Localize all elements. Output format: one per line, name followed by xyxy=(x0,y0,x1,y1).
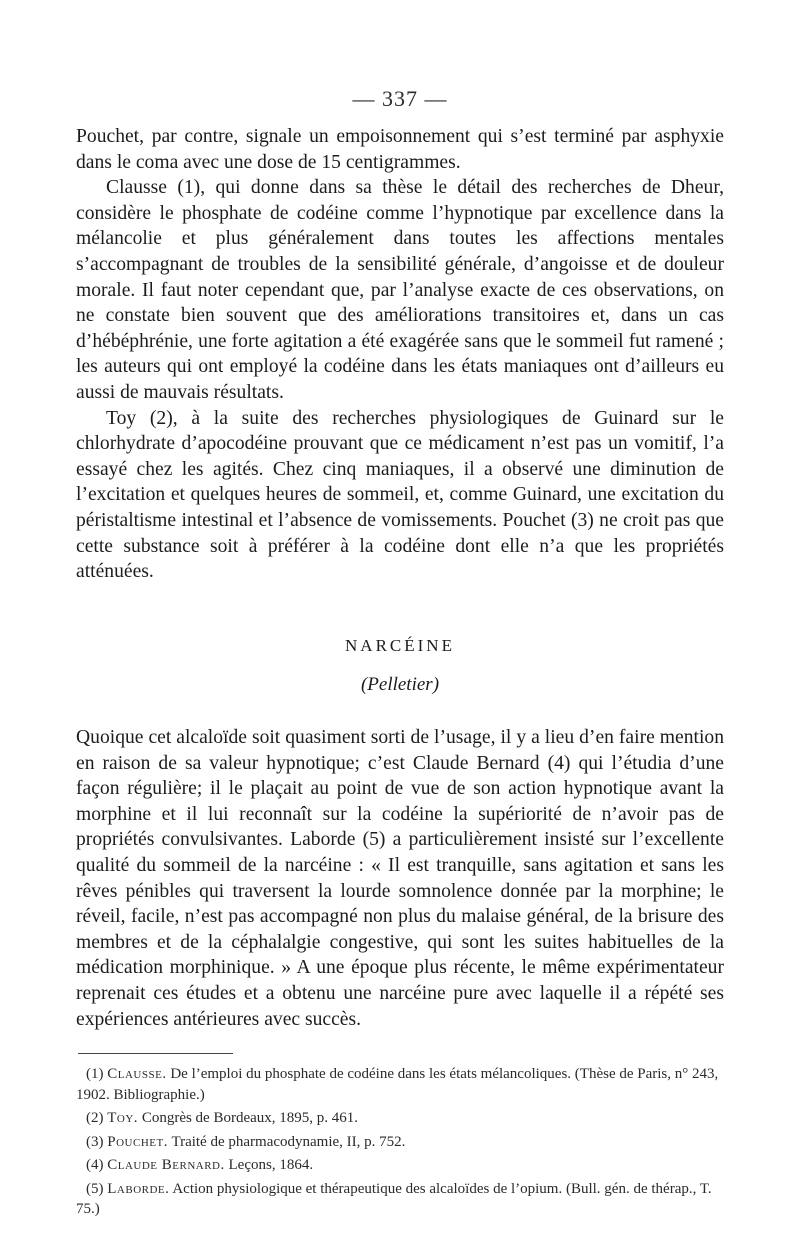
section-subtitle: (Pelletier) xyxy=(360,674,440,695)
section-text-block xyxy=(76,725,724,1032)
footnote-number: (2) xyxy=(86,1110,104,1126)
footnote-author: Claude Bernard. xyxy=(107,1157,225,1173)
footnote-number: (5) xyxy=(86,1180,104,1197)
section-title: NARCÉINE xyxy=(345,636,455,655)
paragraph: Quoique cet alcaloïde soit quasiment sorti de l’usage, il y a lieu d’en faire mention en raison de sa valeur hypnotique; c’est Claude Bernard (4) qui l’étudia d’une façon régulière; il le plaçait au point de vue de son action hypnotique avant la morphine et il lui reconnaît sur la codéine la supériorité de n’avoir pas de propriétés convulsivantes. Laborde (5) a particulièrement insisté sur l’excellente qualité du sommeil de la narcéine : « Il est tranquille, sans agitation et sans les rêves pénibles qui traversent la lourde somnolence donnée par la morphine; le réveil, facile, n’est pas accompagné non plus du malaise général, de la brisure des membres et de la céphalalgie congestive, qui sont les suites habituelles de la médication morphinique. » A une époque plus récente, le même expérimentateur reprenait ces études et a obtenu une narcéine pure avec laquelle il a répété ses expériences antérieures avec succès. xyxy=(76,727,724,1030)
footnote xyxy=(76,1064,724,1105)
footnote-number: (4) xyxy=(86,1157,104,1173)
paragraph: Clausse (1), qui donne dans sa thèse le détail des recherches de Dheur, considère le phosphate de codéine comme l’hypnotique par excellence dans la mélancolie et plus généralement dans toutes les affections mentales s’accompagnant de troubles de la sensibilité générale, d’angoisse et de douleur morale. Il faut noter cependant que, par l’analyse exacte de ces observations, on ne constate bien souvent que des améliorations transitoires et, dans un cas d’hébéphrénie, une forte agitation a été exagérée sans que le sommeil fut ramené ; les auteurs qui ont employé la codéine dans les états maniaques ont d’ailleurs eu aussi de mauvais résultats. xyxy=(76,177,724,403)
paragraph: Pouchet, par contre, signale un empoisonnement qui s’est terminé par asphyxie dans le coma avec une dose de 15 centigrammes. xyxy=(76,126,724,173)
footnotes xyxy=(76,1064,724,1223)
footnote-text: Leçons, 1864. xyxy=(228,1157,314,1173)
footnote xyxy=(76,1108,724,1129)
footnote-divider xyxy=(78,1053,233,1054)
footnote-author: Laborde. xyxy=(107,1180,170,1197)
footnote-text: Traité de pharmacodynamie, II, p. 752. xyxy=(171,1133,406,1150)
page-number: — 337 — xyxy=(352,86,448,111)
footnote-text: Congrès de Bordeaux, 1895, p. 461. xyxy=(141,1110,359,1126)
footnote-text: Action physiologique et thérapeutique des alcaloïdes de l’opium. (Bull. gén. de thérap., T. 75.) xyxy=(76,1180,712,1217)
intro-text-block xyxy=(76,124,724,585)
footnote-number: (3) xyxy=(86,1133,104,1150)
footnote-number: (1) xyxy=(86,1066,104,1082)
footnote-author: Pouchet. xyxy=(107,1133,168,1150)
paragraph: Toy (2), à la suite des recherches physiologiques de Guinard sur le chlorhydrate d’apocodéine prouvant que ce médicament n’est pas un vomitif, l’a essayé chez les agités. Chez cinq maniaques, il a observé une diminution de l’excitation et quelques heures de sommeil, et, comme Guinard, une excitation du péristaltisme intestinal et l’absence de vomissements. Pouchet (3) ne croit pas que cette substance soit à préférer à la codéine dont elle n’a que les propriétés atténuées. xyxy=(76,407,724,583)
footnote xyxy=(76,1155,724,1176)
footnote xyxy=(76,1179,724,1220)
footnote-author: Toy. xyxy=(107,1110,139,1126)
footnote-text: De l’emploi du phosphate de codéine dans les états mélancoliques. (Thèse de Paris, n° 243, 1902. Bibliographie.) xyxy=(76,1066,719,1103)
footnote xyxy=(76,1132,724,1153)
footnote-author: Clausse. xyxy=(107,1066,167,1082)
